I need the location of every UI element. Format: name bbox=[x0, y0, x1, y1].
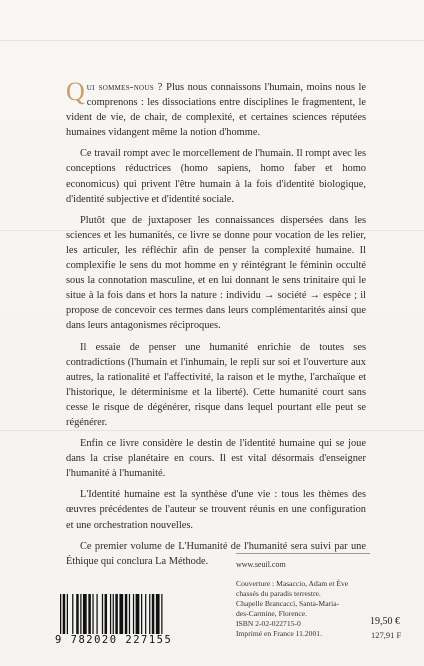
price-euro: 19,50 € bbox=[370, 616, 400, 627]
barcode-bar bbox=[88, 594, 91, 634]
barcode-bar bbox=[141, 594, 142, 634]
barcode-bar bbox=[92, 594, 93, 634]
barcode-bar bbox=[60, 594, 61, 634]
barcode-bar bbox=[96, 594, 97, 634]
credit-line: chassés du paradis terrestre. bbox=[236, 589, 321, 598]
barcode-bar bbox=[102, 594, 103, 634]
credit-line: Chapelle Brancacci, Santa-Maria- bbox=[236, 599, 340, 608]
ean-barcode bbox=[58, 594, 208, 634]
blurb-paragraph-3: Plutôt que de juxtaposer les connaissances dispersées dans les sciences et les humanités, ce livre se donne pour vocation de les relier, les articuler, les réfléchir afin de penser la complexité humaine. Il complexifie le sens du mot homme en y réintégrant le féminin occulté sous la connotation masculine, et en lui donnant le sens trinitaire qui le situe à la fois dans et hors la nature : individu → société → espèce ; il propose de concevoir ces termes dans leurs complémentarités ainsi que dans leurs antagonismes réciproques. bbox=[66, 214, 366, 332]
blurb-paragraph-2: Ce travail rompt avec le morcellement de l'humain. Il rompt avec les conceptions réductrices (homo sapiens, homo faber et homo economicus) qui privent l'être humain à la fois d'identité biologique, d'identité subjective et d'identité sociale. bbox=[66, 148, 366, 205]
blurb-paragraph-6: L'Identité humaine est la synthèse d'une vie : tous les thèmes des œuvres précédentes de l'auteur se trouvent réunis en une configuration et une orchestration nouvelles. bbox=[66, 489, 366, 531]
barcode-bar bbox=[145, 594, 146, 634]
barcode-bar bbox=[113, 594, 114, 634]
blurb-paragraph-7: Ce premier volume de L'Humanité de l'humanité sera suivi par une Éthique qui conclura La Méthode. bbox=[66, 540, 366, 567]
credit-line: Couverture : Masaccio, Adam et Ève bbox=[236, 579, 349, 588]
barcode-bar bbox=[119, 594, 123, 634]
barcode-bar bbox=[115, 594, 118, 634]
barcode-bar bbox=[133, 594, 134, 634]
barcode-bar bbox=[76, 594, 79, 634]
blurb-paragraph-1 bbox=[66, 77, 366, 140]
barcode-bar bbox=[156, 594, 160, 634]
barcode-bar bbox=[105, 594, 108, 634]
drop-cap: Q bbox=[66, 77, 85, 106]
barcode-bar bbox=[83, 594, 87, 634]
barcode-bar bbox=[63, 594, 65, 634]
barcode-bar bbox=[72, 594, 73, 634]
barcode-bar bbox=[149, 594, 150, 634]
barcode-bar bbox=[110, 594, 111, 634]
cover-credits bbox=[236, 579, 366, 639]
price-franc: 127,91 F bbox=[371, 630, 402, 640]
paragraph-text: Plus nous connaissons l'humain, moins nous le comprenons : les dissociations entre disciplines le fragmentent, le vident de vie, de chair, de complexité, et certaines sciences réputées humaines vidangent même la notion d'homme. bbox=[66, 82, 366, 139]
barcode-bar bbox=[80, 594, 81, 634]
back-cover-blurb bbox=[66, 77, 366, 575]
barcode-bar bbox=[125, 594, 128, 634]
barcode-bar bbox=[152, 594, 155, 634]
publisher-website[interactable]: www.seuil.com bbox=[236, 560, 286, 569]
colophon-divider bbox=[236, 553, 370, 554]
printed-note: Imprimé en France 11.2001. bbox=[236, 629, 322, 638]
barcode-bar bbox=[129, 594, 130, 634]
blurb-paragraph-4: Il essaie de penser une humanité enrichie de toutes ses contradictions (l'humain et l'inhumain, le repli sur soi et l'ouverture aux autres, la rationalité et l'affectivité, la raison et le mythe, l'archaïque et l'historique, le déterminisme et la liberté). Cette humanité court sans cesse le risque de dégénérer, risque dans lequel pourtant elle peut se régénérer. bbox=[66, 341, 366, 428]
barcode-bar bbox=[67, 594, 68, 634]
barcode-bar bbox=[136, 594, 140, 634]
barcode-bar bbox=[161, 594, 162, 634]
barcode-digits: 9 782020 227155 bbox=[55, 634, 173, 646]
blurb-paragraph-5: Enfin ce livre considère le destin de l'identité humaine qui se joue dans la crise planétaire en cours. Il est vital désormais d'enseigner l'humanité à l'humanité. bbox=[66, 438, 366, 480]
opening-question: ui sommes-nous ? bbox=[86, 82, 163, 93]
paper-stripe bbox=[0, 40, 424, 41]
credit-line: des-Carmine, Florence. bbox=[236, 609, 308, 618]
isbn: ISBN 2-02-022715-0 bbox=[236, 619, 301, 628]
